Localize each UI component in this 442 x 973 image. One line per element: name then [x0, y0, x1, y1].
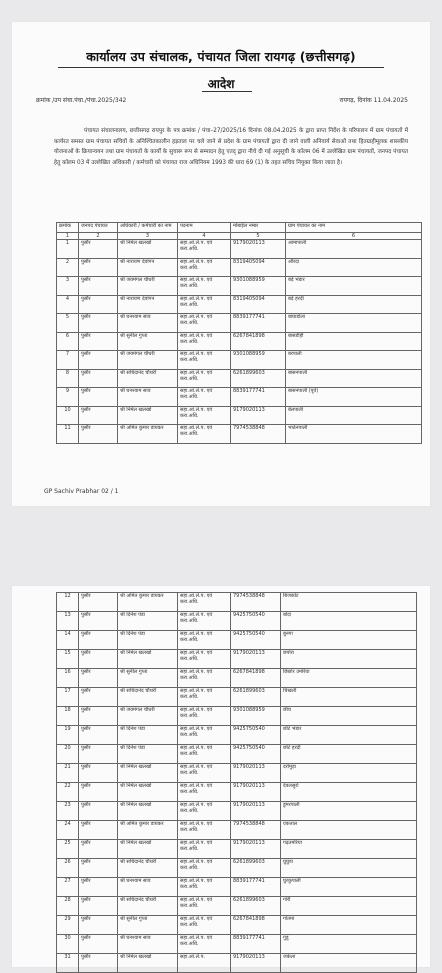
row-officer-name: श्री घनश्याम साव — [118, 314, 178, 333]
row-janpad: पुसौर — [79, 314, 118, 333]
order-underline — [202, 91, 252, 92]
row-gram-panchayat: छोटे भंडार — [281, 726, 417, 745]
row-officer-name: श्री सचिदानंद चौधरी — [118, 369, 178, 388]
row-designation: सहा.आं.ले.प. एवं करा.अधि. — [178, 406, 231, 425]
footer-reference: GP Sachiv Prabhar 02 / 1 — [44, 488, 119, 495]
row-janpad: पुसौर — [79, 650, 118, 669]
table-row — [57, 764, 417, 783]
row-mobile: 9179020113 — [231, 783, 281, 802]
row-gram-panchayat: छोटे हरदी — [281, 745, 417, 764]
row-mobile: 8839177741 — [231, 388, 286, 407]
row-officer-name: श्री निर्मल खलखो — [118, 650, 178, 669]
row-gram-panchayat: चिखली — [281, 688, 417, 707]
row-janpad: पुसौर — [79, 388, 118, 407]
row-gram-panchayat: औरदा — [286, 258, 422, 277]
row-serial: 14 — [57, 631, 79, 650]
table-row — [57, 916, 417, 935]
row-designation: सहा.आं.ले.प. एवं करा.अधि. — [178, 916, 231, 935]
row-officer-name: श्री अमित कुमार डायकर — [118, 425, 178, 444]
row-mobile: 9425750540 — [231, 612, 281, 631]
table-body-page1 — [57, 240, 422, 444]
row-officer-name: श्री जयमंगल चौधरी — [118, 351, 178, 370]
row-gram-panchayat: भाठेनपाली — [286, 425, 422, 444]
row-officer-name: श्री निर्मल खलखो — [118, 954, 178, 973]
row-mobile: 9425750540 — [231, 631, 281, 650]
row-officer-name: श्री दिनेश पंडा — [118, 726, 178, 745]
row-officer-name: श्री सचिदानंद चौधरी — [118, 688, 178, 707]
row-janpad: पुसौर — [79, 726, 118, 745]
row-officer-name: श्री निर्मल खलखो — [118, 783, 178, 802]
row-janpad: पुसौर — [79, 612, 118, 631]
column-number: 6 — [286, 233, 422, 240]
row-serial: 19 — [57, 726, 79, 745]
row-janpad: पुसौर — [79, 783, 118, 802]
row-janpad: पुसौर — [79, 859, 118, 878]
row-officer-name: श्री दिनेश पंडा — [118, 631, 178, 650]
row-serial: 21 — [57, 764, 79, 783]
row-janpad: पुसौर — [79, 369, 118, 388]
row-serial: 1 — [57, 240, 79, 259]
row-gram-panchayat: बिजकोट — [281, 593, 417, 612]
row-officer-name: श्री अमित कुमार डायकर — [118, 593, 178, 612]
row-serial: 20 — [57, 745, 79, 764]
table-row — [57, 954, 417, 973]
row-mobile: 8839177741 — [231, 935, 281, 954]
table-row — [57, 878, 417, 897]
row-gram-panchayat: छिछोर उमरिया — [281, 669, 417, 688]
row-serial: 5 — [57, 314, 79, 333]
row-gram-panchayat: बोंदा — [281, 612, 417, 631]
row-gram-panchayat: गुडू — [281, 935, 417, 954]
row-designation: सहा.आं.ले.प. एवं करा.अधि. — [178, 783, 231, 802]
column-number: 2 — [79, 233, 118, 240]
table-row — [57, 745, 417, 764]
row-gram-panchayat: बड़े हरदी — [286, 295, 422, 314]
row-officer-name: श्री निर्मल खलखो — [118, 240, 178, 259]
row-mobile: 9179020113 — [231, 650, 281, 669]
row-officer-name: श्री अमित कुमार डायकर — [118, 821, 178, 840]
row-mobile: 8839177741 — [231, 878, 281, 897]
row-mobile: 9179020113 — [231, 764, 281, 783]
header-janpad: जनपद पंचायत — [79, 223, 118, 233]
row-mobile: 9425750540 — [231, 726, 281, 745]
row-gram-panchayat: बाघाडोला — [286, 314, 422, 333]
table-row — [57, 688, 417, 707]
row-janpad: पुसौर — [79, 802, 118, 821]
table-row — [57, 240, 422, 259]
row-officer-name: श्री दिनेश पंडा — [118, 745, 178, 764]
row-officer-name: श्री घनश्याम साव — [118, 388, 178, 407]
row-designation: सहा.आं.ले.प. एवं करा.अधि. — [178, 745, 231, 764]
row-designation: सहा.आं.ले.प. एवं करा.अधि. — [178, 369, 231, 388]
row-serial: 10 — [57, 406, 79, 425]
table-row — [57, 669, 417, 688]
row-serial: 31 — [57, 954, 79, 973]
row-gram-panchayat: घुरकुपाली — [281, 878, 417, 897]
row-designation: सहा.आं.ले.प. एवं करा.अधि. — [178, 593, 231, 612]
row-designation: सहा.आं.ले.प. एवं करा.अधि. — [178, 707, 231, 726]
row-mobile: 9179020113 — [231, 240, 286, 259]
table-row — [57, 277, 422, 296]
row-designation: सहा.आं.ले.प. एवं करा.अधि. — [178, 688, 231, 707]
row-mobile: 7974538848 — [231, 425, 286, 444]
row-designation: सहा.आं.ले.प. — [178, 954, 231, 973]
row-officer-name: श्री नारायण देवांगन — [118, 295, 178, 314]
schedule-table — [56, 222, 422, 444]
row-gram-panchayat: बरपाली — [286, 351, 422, 370]
row-designation: सहा.आं.ले.प. एवं करा.अधि. — [178, 859, 231, 878]
row-janpad: पुसौर — [79, 935, 118, 954]
row-gram-panchayat: बुनगा — [281, 631, 417, 650]
title-underline — [58, 67, 384, 68]
row-designation: सहा.आं.ले.प. एवं करा.अधि. — [178, 840, 231, 859]
row-serial: 27 — [57, 878, 79, 897]
schedule-table-continued — [56, 592, 417, 973]
row-designation: सहा.आं.ले.प. एवं करा.अधि. — [178, 332, 231, 351]
reference-date: रायगढ़, दिनांक 11.04.2025 — [339, 97, 408, 104]
table-row — [57, 783, 417, 802]
row-mobile: 6261899603 — [231, 897, 281, 916]
row-designation: सहा.आं.ले.प. एवं करा.अधि. — [178, 897, 231, 916]
row-mobile: 9301088959 — [231, 277, 286, 296]
table-row — [57, 369, 422, 388]
row-gram-panchayat: दर्रामुड़ा — [281, 764, 417, 783]
row-designation: सहा.आं.ले.प. एवं करा.अधि. — [178, 388, 231, 407]
table-row — [57, 295, 422, 314]
row-gram-panchayat: गोतमा — [281, 916, 417, 935]
table-row — [57, 821, 417, 840]
table-row — [57, 593, 417, 612]
row-gram-panchayat: एकताल — [281, 821, 417, 840]
row-designation: सहा.आं.ले.प. एवं करा.अधि. — [178, 631, 231, 650]
row-mobile: 9179020113 — [231, 954, 281, 973]
row-officer-name: श्री घनश्याम साव — [118, 878, 178, 897]
table-row — [57, 897, 417, 916]
order-body-text: पंचायत संचालनालय, छत्तीसगढ़ रायपुर के पत्र क्रमांक / पंचा–27/2025/16 दिनांक 08.04.2025 के द्वारा प्राप्त निर्देश के परिपालन में ग्राम पंचायतों में कार्यरत समस्त ग्राम पंचायत सचिवों के अनिश्चितकालीन हड़ताल पर चले जाने से प्रदेश के ग्राम पंचायतों द्वारा दी जाने वाली अनिवार्य सेवाओं तथा हितग्राहीमूलक शासकीय योजनाओं के क्रियान्वयन तथा ग्राम पंचायतों के कार्यों के सुचारू रूप से सम्पादन हेतु एतद् द्वारा नीचे दी गई अनुसूची के कॉलम 06 में उल्लेखित ग्राम पंचायतों, जनपद पंचायत हेतु कॉलम 03 में उल्लेखित अधिकारी / कर्मचारी को पंचायत राज अधिनियम 1993 की धारा 69 (1) के तहत सचिव नियुक्त किया जाता है। — [54, 128, 408, 166]
row-officer-name: श्री निर्मल खलखो — [118, 764, 178, 783]
row-gram-panchayat: गढ़उमरिया — [281, 840, 417, 859]
table-row — [57, 650, 417, 669]
row-mobile: 6267841898 — [231, 916, 281, 935]
table-row — [57, 351, 422, 370]
row-mobile: 6267841898 — [231, 332, 286, 351]
row-officer-name: श्री सुनील गुप्ता — [118, 332, 178, 351]
row-serial: 23 — [57, 802, 79, 821]
column-number: 1 — [57, 233, 79, 240]
header-officer-name: अधिकारी / कर्मचारी का नाम — [118, 223, 178, 233]
row-gram-panchayat: बासनपाली (पूर्व) — [286, 388, 422, 407]
order-heading: आदेश — [207, 77, 235, 91]
row-mobile: 8319405094 — [231, 258, 286, 277]
table-row — [57, 612, 417, 631]
row-serial: 17 — [57, 688, 79, 707]
row-janpad: पुसौर — [79, 745, 118, 764]
row-serial: 8 — [57, 369, 79, 388]
row-serial: 28 — [57, 897, 79, 916]
table-row — [57, 314, 422, 333]
row-gram-panchayat: जकेला — [281, 954, 417, 973]
document-page-1 — [12, 22, 430, 506]
header-designation: पदनाम — [178, 223, 231, 233]
row-mobile: 6261899603 — [231, 859, 281, 878]
row-mobile: 6261899603 — [231, 369, 286, 388]
row-gram-panchayat: बड़े भंडार — [286, 277, 422, 296]
row-mobile: 6261899603 — [231, 688, 281, 707]
row-designation: सहा.आं.ले.प. एवं करा.अधि. — [178, 314, 231, 333]
row-janpad: पुसौर — [79, 840, 118, 859]
row-gram-panchayat: डुमरपाली — [281, 802, 417, 821]
row-serial: 4 — [57, 295, 79, 314]
row-officer-name: श्री नारायण देवांगन — [118, 258, 178, 277]
row-serial: 12 — [57, 593, 79, 612]
row-gram-panchayat: छीच — [281, 707, 417, 726]
row-designation: सहा.आं.ले.प. एवं करा.अधि. — [178, 351, 231, 370]
row-janpad: पुसौर — [79, 707, 118, 726]
row-serial: 16 — [57, 669, 79, 688]
row-janpad: पुसौर — [79, 764, 118, 783]
row-gram-panchayat: घुघुवा — [281, 859, 417, 878]
row-serial: 11 — [57, 425, 79, 444]
table-row — [57, 425, 422, 444]
row-gram-panchayat: देवलसुर्रा — [281, 783, 417, 802]
row-serial: 18 — [57, 707, 79, 726]
row-janpad: पुसौर — [79, 897, 118, 916]
table-row — [57, 406, 422, 425]
row-janpad: पुसौर — [79, 351, 118, 370]
row-gram-panchayat: बेलपाली — [286, 406, 422, 425]
row-serial: 15 — [57, 650, 79, 669]
row-officer-name: श्री निर्मल खलखो — [118, 840, 178, 859]
row-janpad: पुसौर — [79, 425, 118, 444]
header-gram-panchayat: ग्राम पंचायत का नाम — [286, 223, 422, 233]
row-janpad: पुसौर — [79, 878, 118, 897]
row-serial: 13 — [57, 612, 79, 631]
row-designation: सहा.आं.ले.प. एवं करा.अधि. — [178, 240, 231, 259]
row-mobile: 9425750540 — [231, 745, 281, 764]
row-designation: सहा.आं.ले.प. एवं करा.अधि. — [178, 878, 231, 897]
row-designation: सहा.आं.ले.प. एवं करा.अधि. — [178, 612, 231, 631]
row-janpad: पुसौर — [79, 258, 118, 277]
row-gram-panchayat: आमापाली — [286, 240, 422, 259]
table-row — [57, 726, 417, 745]
row-mobile: 7974538848 — [231, 821, 281, 840]
column-number: 3 — [118, 233, 178, 240]
table-row — [57, 631, 417, 650]
row-officer-name: श्री जयमंगल चौधरी — [118, 277, 178, 296]
row-designation: सहा.आं.ले.प. एवं करा.अधि. — [178, 764, 231, 783]
row-mobile: 6267841898 — [231, 669, 281, 688]
row-designation: सहा.आं.ले.प. एवं करा.अधि. — [178, 650, 231, 669]
column-number: 5 — [231, 233, 286, 240]
table-row — [57, 388, 422, 407]
row-gram-panchayat: छपोरा — [281, 650, 417, 669]
row-janpad: पुसौर — [79, 332, 118, 351]
row-officer-name: श्री सचिदानंद चौधरी — [118, 897, 178, 916]
row-designation: सहा.आं.ले.प. एवं करा.अधि. — [178, 821, 231, 840]
table-row — [57, 802, 417, 821]
row-mobile: 9301088959 — [231, 351, 286, 370]
row-serial: 22 — [57, 783, 79, 802]
row-serial: 7 — [57, 351, 79, 370]
row-gram-panchayat: गोरी — [281, 897, 417, 916]
row-mobile: 9179020113 — [231, 406, 286, 425]
row-janpad: पुसौर — [79, 631, 118, 650]
row-gram-panchayat: बासनपाली — [286, 369, 422, 388]
row-designation: सहा.आं.ले.प. एवं करा.अधि. — [178, 277, 231, 296]
row-mobile: 8319405094 — [231, 295, 286, 314]
row-serial: 9 — [57, 388, 79, 407]
row-designation: सहा.आं.ले.प. एवं करा.अधि. — [178, 669, 231, 688]
row-mobile: 9301088959 — [231, 707, 281, 726]
row-serial: 25 — [57, 840, 79, 859]
table-header-row — [57, 223, 422, 233]
row-janpad: पुसौर — [79, 240, 118, 259]
table-row — [57, 859, 417, 878]
reference-number: क्रमांक /उप संचा.पंचा./पंचा.2025/342 — [36, 97, 127, 104]
row-serial: 24 — [57, 821, 79, 840]
row-serial: 6 — [57, 332, 79, 351]
row-janpad: पुसौर — [79, 669, 118, 688]
row-janpad: पुसौर — [79, 954, 118, 973]
row-mobile: 8839177741 — [231, 314, 286, 333]
row-janpad: पुसौर — [79, 593, 118, 612]
row-serial: 29 — [57, 916, 79, 935]
row-officer-name: श्री दिनेश पंडा — [118, 612, 178, 631]
row-janpad: पुसौर — [79, 295, 118, 314]
column-number-row — [57, 233, 422, 240]
row-mobile: 9179020113 — [231, 840, 281, 859]
row-janpad: पुसौर — [79, 821, 118, 840]
row-officer-name: श्री घनश्याम साव — [118, 935, 178, 954]
row-officer-name: श्री जयमंगल चौधरी — [118, 707, 178, 726]
row-serial: 26 — [57, 859, 79, 878]
row-mobile: 7974538848 — [231, 593, 281, 612]
row-designation: सहा.आं.ले.प. एवं करा.अधि. — [178, 726, 231, 745]
header-serial: क्रमांक — [57, 223, 79, 233]
row-officer-name: श्री सुनील गुप्ता — [118, 669, 178, 688]
table-row — [57, 935, 417, 954]
table-row — [57, 258, 422, 277]
row-designation: सहा.आं.ले.प. एवं करा.अधि. — [178, 425, 231, 444]
table-body-page2 — [57, 593, 417, 973]
row-officer-name: श्री निर्मल खलखो — [118, 406, 178, 425]
row-serial: 3 — [57, 277, 79, 296]
row-officer-name: श्री निर्मल खलखो — [118, 802, 178, 821]
row-officer-name: श्री सचिदानंद चौधरी — [118, 859, 178, 878]
row-designation: सहा.आं.ले.प. एवं करा.अधि. — [178, 258, 231, 277]
document-page-2 — [12, 586, 430, 967]
row-designation: सहा.आं.ले.प. एवं करा.अधि. — [178, 935, 231, 954]
row-serial: 2 — [57, 258, 79, 277]
header-mobile: मोबाईल नम्बर — [231, 223, 286, 233]
column-number: 4 — [178, 233, 231, 240]
office-title: कार्यालय उप संचालक, पंचायत जिला रायगढ़ (छत्तीसगढ़) — [86, 49, 356, 64]
row-serial: 30 — [57, 935, 79, 954]
row-designation: सहा.आं.ले.प. एवं करा.अधि. — [178, 295, 231, 314]
row-designation: सहा.आं.ले.प. एवं करा.अधि. — [178, 802, 231, 821]
row-mobile: 9179020113 — [231, 802, 281, 821]
table-row — [57, 840, 417, 859]
row-officer-name: श्री सुनील गुप्ता — [118, 916, 178, 935]
row-janpad: पुसौर — [79, 406, 118, 425]
row-janpad: पुसौर — [79, 277, 118, 296]
table-row — [57, 332, 422, 351]
row-gram-panchayat: बासडीही — [286, 332, 422, 351]
table-row — [57, 707, 417, 726]
row-janpad: पुसौर — [79, 688, 118, 707]
row-janpad: पुसौर — [79, 916, 118, 935]
